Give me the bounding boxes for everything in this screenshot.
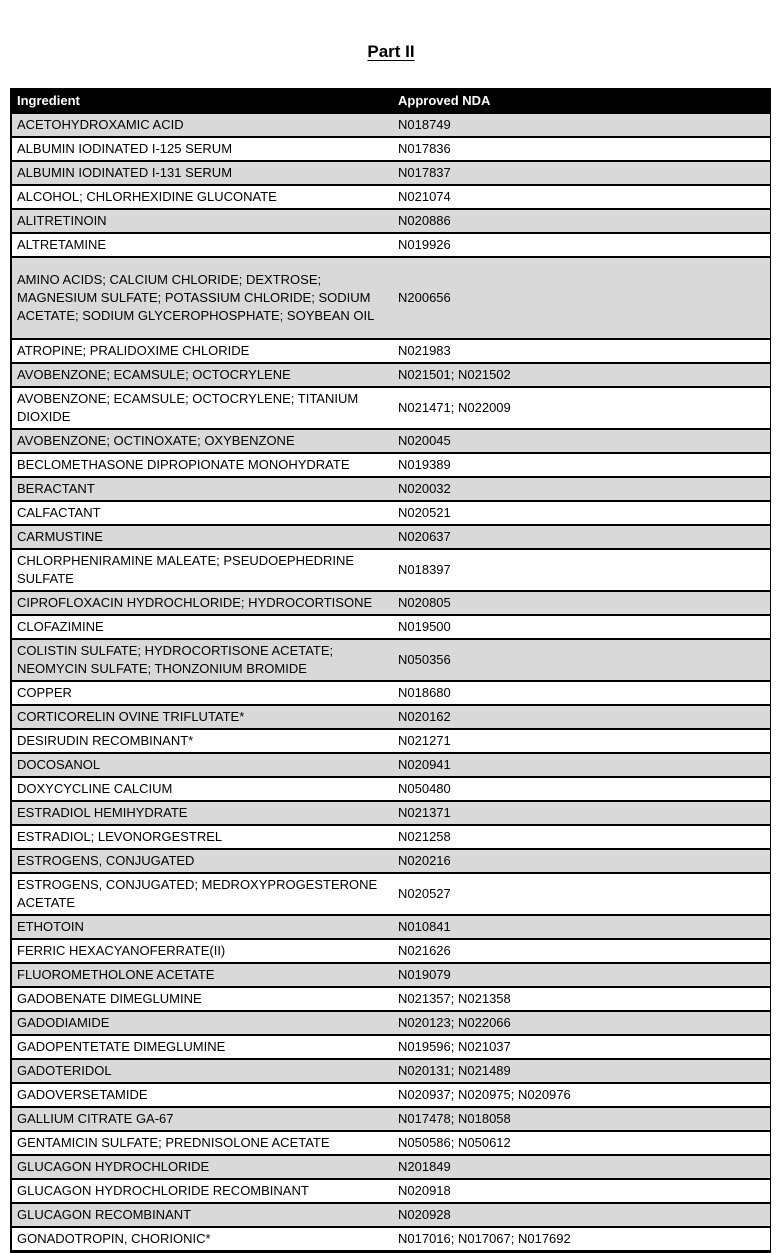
nda-cell: N021626 — [393, 939, 771, 963]
nda-cell: N017837 — [393, 161, 771, 185]
nda-cell: N020928 — [393, 1203, 771, 1227]
nda-cell: N201849 — [393, 1155, 771, 1179]
table-row — [11, 161, 771, 185]
ingredient-cell: ATROPINE; PRALIDOXIME CHLORIDE — [11, 339, 393, 363]
nda-cell: N019500 — [393, 615, 771, 639]
table-row — [11, 1035, 771, 1059]
table-row — [11, 501, 771, 525]
nda-cell: N020805 — [393, 591, 771, 615]
ingredient-cell: GADODIAMIDE — [11, 1011, 393, 1035]
ingredient-cell: CALFACTANT — [11, 501, 393, 525]
nda-cell: N021501; N021502 — [393, 363, 771, 387]
nda-cell: N020131; N021489 — [393, 1059, 771, 1083]
ingredient-cell: DOCOSANOL — [11, 753, 393, 777]
ingredient-cell: GONADOTROPIN, CHORIONIC* — [11, 1227, 393, 1252]
ingredient-nda-table — [10, 88, 771, 1253]
table-row — [11, 1107, 771, 1131]
ingredient-cell: GLUCAGON HYDROCHLORIDE — [11, 1155, 393, 1179]
page-title — [0, 0, 782, 65]
ingredient-cell: AVOBENZONE; OCTINOXATE; OXYBENZONE — [11, 429, 393, 453]
nda-cell: N021258 — [393, 825, 771, 849]
nda-cell: N050480 — [393, 777, 771, 801]
nda-cell: N020527 — [393, 873, 771, 915]
ingredient-cell: ACETOHYDROXAMIC ACID — [11, 113, 393, 137]
nda-cell: N019926 — [393, 233, 771, 257]
ingredient-cell: GENTAMICIN SULFATE; PREDNISOLONE ACETATE — [11, 1131, 393, 1155]
ingredient-cell: AMINO ACIDS; CALCIUM CHLORIDE; DEXTROSE; MAGNESIUM SULFATE; POTASSIUM CHLORIDE; SODIUM ACETATE; SODIUM GLYCEROPHOSPHATE; SOYBEAN OIL — [11, 257, 393, 339]
nda-cell: N021471; N022009 — [393, 387, 771, 429]
nda-cell: N050586; N050612 — [393, 1131, 771, 1155]
ingredient-cell: FERRIC HEXACYANOFERRATE(II) — [11, 939, 393, 963]
ingredient-cell: CLOFAZIMINE — [11, 615, 393, 639]
ingredient-cell: CHLORPHENIRAMINE MALEATE; PSEUDOEPHEDRINE SULFATE — [11, 549, 393, 591]
table-header-row — [11, 89, 771, 113]
page-title-text: Part II — [367, 42, 415, 61]
ingredient-cell: GLUCAGON HYDROCHLORIDE RECOMBINANT — [11, 1179, 393, 1203]
ingredient-cell: GADOTERIDOL — [11, 1059, 393, 1083]
ingredient-cell: GALLIUM CITRATE GA-67 — [11, 1107, 393, 1131]
nda-cell: N020937; N020975; N020976 — [393, 1083, 771, 1107]
table-row — [11, 825, 771, 849]
nda-cell: N021074 — [393, 185, 771, 209]
ingredient-cell: ALCOHOL; CHLORHEXIDINE GLUCONATE — [11, 185, 393, 209]
table-row — [11, 777, 771, 801]
ingredient-cell: CORTICORELIN OVINE TRIFLUTATE* — [11, 705, 393, 729]
table-row — [11, 849, 771, 873]
ingredient-cell: ETHOTOIN — [11, 915, 393, 939]
nda-cell: N200656 — [393, 257, 771, 339]
nda-cell: N021371 — [393, 801, 771, 825]
table-row — [11, 209, 771, 233]
table-row — [11, 753, 771, 777]
nda-cell: N017016; N017067; N017692 — [393, 1227, 771, 1252]
nda-cell: N019079 — [393, 963, 771, 987]
nda-cell: N020162 — [393, 705, 771, 729]
ingredient-cell: FLUOROMETHOLONE ACETATE — [11, 963, 393, 987]
nda-cell: N020918 — [393, 1179, 771, 1203]
table-row — [11, 987, 771, 1011]
table-row — [11, 801, 771, 825]
table-row — [11, 363, 771, 387]
nda-cell: N019389 — [393, 453, 771, 477]
ingredient-cell: BERACTANT — [11, 477, 393, 501]
table-row — [11, 615, 771, 639]
table-row — [11, 939, 771, 963]
nda-cell: N020216 — [393, 849, 771, 873]
table-row — [11, 705, 771, 729]
nda-cell: N020886 — [393, 209, 771, 233]
ingredient-cell: COPPER — [11, 681, 393, 705]
table-body — [11, 113, 771, 1252]
ingredient-cell: ALBUMIN IODINATED I-131 SERUM — [11, 161, 393, 185]
table-row — [11, 729, 771, 753]
table-row — [11, 1011, 771, 1035]
table-row — [11, 257, 771, 339]
table-row — [11, 873, 771, 915]
ingredient-cell: CARMUSTINE — [11, 525, 393, 549]
nda-cell: N017836 — [393, 137, 771, 161]
table-row — [11, 429, 771, 453]
nda-cell: N020045 — [393, 429, 771, 453]
table-row — [11, 1131, 771, 1155]
table-row — [11, 1083, 771, 1107]
nda-cell: N020637 — [393, 525, 771, 549]
nda-cell: N021357; N021358 — [393, 987, 771, 1011]
nda-cell: N018749 — [393, 113, 771, 137]
table-row — [11, 477, 771, 501]
nda-cell: N018397 — [393, 549, 771, 591]
ingredient-cell: GLUCAGON RECOMBINANT — [11, 1203, 393, 1227]
ingredient-cell: ALITRETINOIN — [11, 209, 393, 233]
table-row — [11, 387, 771, 429]
table-row — [11, 591, 771, 615]
column-header-approved-nda: Approved NDA — [393, 89, 771, 113]
nda-cell: N017478; N018058 — [393, 1107, 771, 1131]
column-header-ingredient: Ingredient — [11, 89, 393, 113]
table-row — [11, 233, 771, 257]
table-row — [11, 339, 771, 363]
ingredient-cell: ALTRETAMINE — [11, 233, 393, 257]
ingredient-cell: GADOPENTETATE DIMEGLUMINE — [11, 1035, 393, 1059]
nda-cell: N019596; N021037 — [393, 1035, 771, 1059]
ingredient-cell: ESTRADIOL HEMIHYDRATE — [11, 801, 393, 825]
nda-cell: N021983 — [393, 339, 771, 363]
table-row — [11, 681, 771, 705]
ingredient-cell: COLISTIN SULFATE; HYDROCORTISONE ACETATE; NEOMYCIN SULFATE; THONZONIUM BROMIDE — [11, 639, 393, 681]
ingredient-cell: BECLOMETHASONE DIPROPIONATE MONOHYDRATE — [11, 453, 393, 477]
nda-cell: N021271 — [393, 729, 771, 753]
nda-cell: N010841 — [393, 915, 771, 939]
table-row — [11, 1059, 771, 1083]
table-row — [11, 549, 771, 591]
ingredient-cell: AVOBENZONE; ECAMSULE; OCTOCRYLENE; TITANIUM DIOXIDE — [11, 387, 393, 429]
table-row — [11, 1155, 771, 1179]
table-row — [11, 639, 771, 681]
table-row — [11, 525, 771, 549]
ingredient-cell: AVOBENZONE; ECAMSULE; OCTOCRYLENE — [11, 363, 393, 387]
ingredient-cell: GADOBENATE DIMEGLUMINE — [11, 987, 393, 1011]
nda-cell: N020123; N022066 — [393, 1011, 771, 1035]
ingredient-cell: ESTRADIOL; LEVONORGESTREL — [11, 825, 393, 849]
nda-cell: N020032 — [393, 477, 771, 501]
nda-cell: N050356 — [393, 639, 771, 681]
ingredient-cell: GADOVERSETAMIDE — [11, 1083, 393, 1107]
ingredient-cell: DOXYCYCLINE CALCIUM — [11, 777, 393, 801]
table-row — [11, 137, 771, 161]
nda-cell: N020521 — [393, 501, 771, 525]
table-row — [11, 963, 771, 987]
ingredient-cell: DESIRUDIN RECOMBINANT* — [11, 729, 393, 753]
ingredient-cell: ALBUMIN IODINATED I-125 SERUM — [11, 137, 393, 161]
table-row — [11, 113, 771, 137]
nda-cell: N018680 — [393, 681, 771, 705]
table-row — [11, 1203, 771, 1227]
table-row — [11, 185, 771, 209]
nda-cell: N020941 — [393, 753, 771, 777]
ingredient-cell: CIPROFLOXACIN HYDROCHLORIDE; HYDROCORTISONE — [11, 591, 393, 615]
table-row — [11, 1227, 771, 1252]
table-row — [11, 915, 771, 939]
ingredient-cell: ESTROGENS, CONJUGATED — [11, 849, 393, 873]
table-row — [11, 1179, 771, 1203]
table-row — [11, 453, 771, 477]
ingredient-cell: ESTROGENS, CONJUGATED; MEDROXYPROGESTERONE ACETATE — [11, 873, 393, 915]
